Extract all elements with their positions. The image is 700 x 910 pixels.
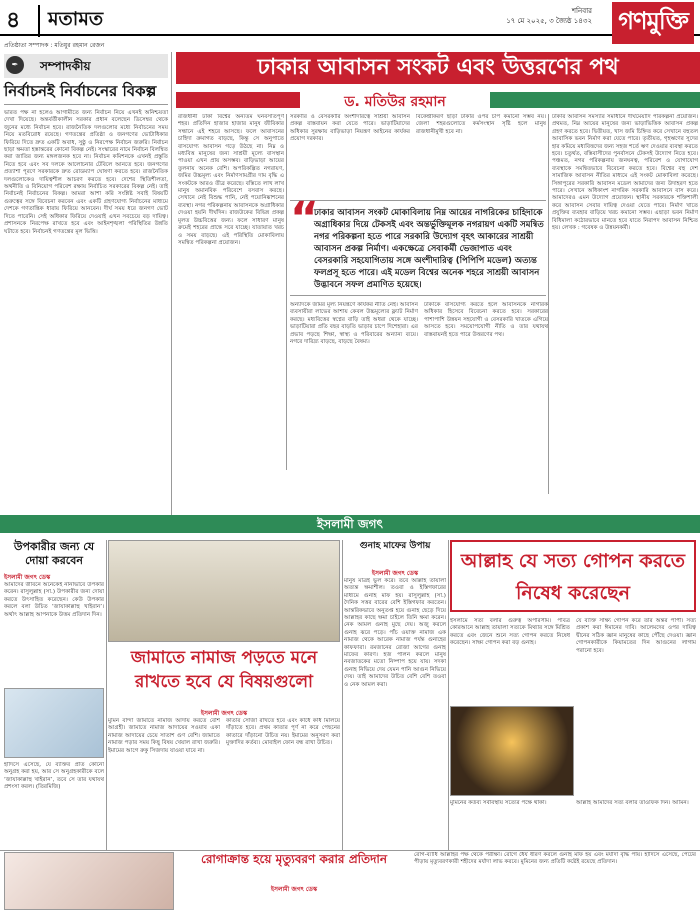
byline: ইসলামী জগৎ ডেস্ক <box>4 574 51 581</box>
article-title-gratitude: উপকারীর জন্য যে দোয়া করবেন <box>13 540 95 567</box>
editorial-tag-label: সম্পাদকীয় <box>40 59 91 73</box>
editor-line: প্রতিষ্ঠাতা সম্পাদক : মতিয়ুর রহমান রেজন <box>4 42 105 49</box>
article-body-congregation-2: কাতার সোজা রাখতে হবে এবং কাঁধে কাঁধ মিলিয়ে দাঁড়াতে হবে। প্রথম কাতার পূর্ণ না করে পেছনের কাতারে দাঁড়ানো উচিত নয়। ইমামের অনুসরণ করা মুক্তাদির কর্তব্য। মোবাইল ফোন বন্ধ রাখা উচিত। <box>226 718 340 747</box>
column-divider <box>342 540 343 850</box>
editorial-title: নির্বাচনই নির্বাচনের বিকল্প <box>4 82 168 105</box>
row-divider <box>0 850 700 851</box>
article-body-forgiveness: মানুষ মাত্রই ভুল করে। তবে আল্লাহ তায়ালা অত্যন্ত ক্ষমাশীল। তওবা ও ইস্তিগফারের মাধ্যমে গুনাহ মাফ হয়। রাসুলুল্লাহ (সা.) দৈনিক সত্তর বারের বেশি ইস্তিগফার করতেন। আন্তরিকভাবে অনুতপ্ত হয়ে গুনাহ ছেড়ে দিয়ে আল্লাহর কাছে ক্ষমা চাইলে তিনি ক্ষমা করেন। নেক আমল গুনাহ মুছে দেয়। অজু করলে গুনাহ ঝরে পড়ে। পাঁচ ওয়াক্ত নামাজ এক নামাজ থেকে আরেক নামাজ পর্যন্ত গুনাহের কাফফারা। রমজানের রোজা আগের গুনাহ মাফের কারণ। হজ পালন করলে মানুষ নবজাতকের মতো নিষ্পাপ হয়ে যায়। সদকা গুনাহ নিভিয়ে দেয় যেমন পানি আগুন নিভিয়ে দেয়। তাই আমাদের উচিত বেশি বেশি তওবা ও নেক আমল করা। <box>344 578 446 688</box>
congregation-prayer-image <box>108 540 340 642</box>
lead-column-3-continued: ঢাকাকে বাসযোগ্য করতে হলে আবাসনকে নাগরিক অধিকার হিসেবে বিবেচনা করতে হবে। সরকারের পাশাপাশি উন্নয়ন সহযোগী ও বেসরকারি খাতকে এগিয়ে আসতে হবে। সময়োপযোগী নীতি ও তার যথাযথ বাস্তবায়নই হতে পারে উত্তরণের পথ। <box>424 302 548 338</box>
article-body-congregation-1: মুমিন বান্দা জামাতে নামাজ আদায় করতে বেশি আগ্রহী। জামাতে নামাজ আদায়ের সওয়াব একা নামাজ আদায়ের চেয়ে সাতাশ গুণ বেশি। জামাতে নামাজ পড়ার সময় কিছু বিষয় খেয়াল রাখা জরুরি। ইমামের আগে রুকু সিজদায় যাওয়া যাবে না। <box>108 718 220 754</box>
article-body-truth-3: মুমিনের কর্তব্য সর্বাবস্থায় সত্যের পক্ষে থাকা। <box>450 800 547 806</box>
byline: ইসলামী জগৎ ডেস্ক <box>200 710 248 717</box>
date-text: ১৭ মে ২০২৫, ৩ জ্যৈষ্ঠ ১৪৩২ <box>506 17 592 25</box>
article-body-gratitude: আমাদের জীবনে অনেকেই নানাভাবে উপকার করেন। রাসুলুল্লাহ (সা.) উপকারীর জন্য দোয়া করতে উৎসাহিত করেছেন। কেউ উপকার করলে বলা উচিত ‘জাযাকাল্লাহু খাইরান’। অর্থাৎ আল্লাহ আপনাকে উত্তম প্রতিদান দিন। <box>4 582 104 618</box>
pull-quote <box>290 193 546 296</box>
religion-section-label: ইসলামী জগৎ <box>317 517 383 531</box>
lead-column-3: বিকেন্দ্রীকরণ ছাড়া ঢাকার ওপর চাপ কমানো সম্ভব নয়। জেলা শহরগুলোতে কর্মসংস্থান সৃষ্টি হলে মানুষ রাজধানীমুখী হবে না। <box>416 114 546 135</box>
article-title-illness: রোগাক্রান্ত হয়ে মৃত্যুবরণ করার প্রতিদান <box>200 852 388 866</box>
pen-icon: ✒ <box>6 56 24 74</box>
article-body-illness: রোগ-ব্যাধি আল্লাহর পক্ষ থেকে পরীক্ষা। রোগে ধৈর্য ধারণ করলে গুনাহ মাফ হয় এবং মর্যাদা বৃদ্ধি পায়। হাদিসে এসেছে, পেটের পীড়ায় মৃত্যুবরণকারী শহীদের মর্যাদা লাভ করবে। মুমিনের জন্য প্রতিটি কষ্টেই রয়েছে প্রতিদান। <box>414 852 696 866</box>
article-title-truth: আল্লাহ যে সত্য গোপন করতে নিষেধ করেছেন <box>450 540 696 612</box>
column-divider <box>106 540 107 850</box>
article-title-congregation: জামাতে নামাজ পড়তে মনে রাখতে হবে যে বিষয়গুলো <box>130 648 318 692</box>
page-header <box>0 0 700 36</box>
editorial-column <box>0 52 172 515</box>
lead-headline: ঢাকার আবাসন সংকট এবং উত্তরণের পথ <box>176 52 700 84</box>
lead-author: ড. মতিউর রহমান <box>344 94 446 110</box>
editorial-body: ভারত পক্ষ না হলেও আগামীতে জন্য নির্বাচন নিয়ে এখনই অনিশ্চয়তা দেখা দিয়েছে। অন্তর্বর্তীকালীন সরকার প্রধান বলেছেন ডিসেম্বর থেকে জুনের মধ্যে নির্বাচন হবে। রাজনৈতিক দলগুলোর মধ্যে নির্বাচনের সময় নিয়ে মতবিরোধ রয়েছে। গণতন্ত্রের প্রতিষ্ঠা ও জনগণের ভোটাধিকার ফিরিয়ে দিতে দ্রুত একটি অবাধ, সুষ্ঠু ও নিরপেক্ষ নির্বাচন জরুরি। নির্বাচন ছাড়া ক্ষমতা হস্তান্তরের কোনো বিকল্প নেই। সংস্কারের নামে নির্বাচন বিলম্বিত করা জাতির জন্য মঙ্গলজনক হবে না। নির্বাচন কমিশনকে এখনই প্রস্তুতি নিতে হবে এবং সব দলকে আলোচনার টেবিলে আনতে হবে। জনগণের প্রত্যাশা পূরণে সরকারকে দ্রুত রোডম্যাপ ঘোষণা করতে হবে। রাজনৈতিক দলগুলোকেও দায়িত্বশীল আচরণ করতে হবে। দেশের স্থিতিশীলতা, অর্থনীতি ও বিনিয়োগ পরিবেশ রক্ষায় নির্বাচিত সরকারের বিকল্প নেই। তাই নির্বাচনই নির্বাচনের বিকল্প। আমরা আশা করি সংশ্লিষ্ট সবাই বিষয়টি গুরুত্বের সঙ্গে বিবেচনা করবেন এবং একটি গ্রহণযোগ্য নির্বাচনের মাধ্যমে দেশকে গণতান্ত্রিক ধারায় ফিরিয়ে আনবেন। দীর্ঘ সময় ধরে জনগণ ভোট দিতে পারেনি। সেই অধিকার ফিরিয়ে দেওয়াই এখন সবচেয়ে বড় দায়িত্ব। প্রশাসনকে নিরপেক্ষ রাখতে হবে এবং আইনশৃঙ্খলা পরিস্থিতির উন্নতি ঘটাতে হবে। নির্বাচনই গণতন্ত্রের মূল ভিত্তি। <box>4 110 168 235</box>
date-block <box>506 6 592 26</box>
byline: ইসলামী জগৎ ডেস্ক <box>270 886 318 893</box>
editorial-tag <box>4 54 168 78</box>
decor-band-left <box>176 92 300 108</box>
weekday: শনিবার <box>571 7 592 15</box>
article-body-truth-4: আল্লাহ আমাদের সত্য বলার তাওফিক দিন। আমিন। <box>576 800 689 806</box>
lead-column-4: ঢাকার আবাসন সমস্যার সমাধানে দীর্ঘমেয়াদি পরিকল্পনা প্রয়োজন। প্রথমত, নিম্ন আয়ের মানুষের জন্য ভাড়াভিত্তিক আবাসন প্রকল্প গ্রহণ করতে হবে। দ্বিতীয়ত, খাস জমি চিহ্নিত করে সেখানে বহুতল আবাসিক ভবন নির্মাণ করা যেতে পারে। তৃতীয়ত, গৃহঋণের সুদের হার কমিয়ে মধ্যবিত্তদের জন্য সহজ শর্তে ঋণ দেওয়ার ব্যবস্থা করতে হবে। চতুর্থত, বস্তিবাসীদের পুনর্বাসনে টেকসই উদ্যোগ নিতে হবে। পঞ্চমত, নগর পরিকল্পনায় জনঘনত্ব, পরিবেশ ও যোগাযোগ ব্যবস্থাকে সমন্বিতভাবে বিবেচনা করতে হবে। বিশ্বের বহু দেশ সামাজিক আবাসন নীতির মাধ্যমে এই সংকট মোকাবিলা করেছে। সিঙ্গাপুরের সরকারি আবাসন মডেল আমাদের জন্য উদাহরণ হতে পারে। সেখানে অধিকাংশ নাগরিক সরকারি আবাসনে বাস করে। আমাদেরও এমন উদ্যোগ প্রয়োজন। স্থানীয় সরকারকে শক্তিশালী করে আবাসন সেবার দায়িত্ব দেওয়া যেতে পারে। নির্মাণ খাতে প্রযুক্তির ব্যবহার বাড়িয়ে খরচ কমানো সম্ভব। এছাড়া ভবন নির্মাণ বিধিমালা কঠোরভাবে মানতে হবে যাতে নিরাপদ আবাসন নিশ্চিত হয়। লেখক : গবেষক ও উন্নয়নকর্মী। <box>552 114 698 232</box>
article-body-gratitude-continued: হাদিসে এসেছে, যে ব্যক্তির প্রতি কোনো অনুগ্রহ করা হয়, আর সে অনুগ্রহকারীকে বলে ‘জাযাকাল্লাহু খাইরান’, তবে সে তার যথাযথ প্রশংসা করল। (তিরমিজি) <box>4 762 104 791</box>
lead-column-2-continued: অন্যদিকে জমির মূল্য নিয়ন্ত্রণে কার্যকর নীতি নেই। আবাসন ব্যবসায়ীরা লাভের আশায় কেবল উচ্চমূল্যের ফ্ল্যাট নির্মাণ করছে। মধ্যবিত্তের স্বপ্নের বাড়ি তাই অধরা থেকে যাচ্ছে। ভাড়াটিয়ারা প্রতি বছর বাড়তি ভাড়ার চাপে দিশেহারা। এর প্রভাব পড়ছে শিক্ষা, স্বাস্থ্য ও পরিবারের অন্যান্য ব্যয়ে। নগরে দারিদ্র্য বাড়ছে, বাড়ছে বৈষম্য। <box>290 302 418 346</box>
patient-hands-image <box>4 852 174 910</box>
column-divider <box>448 540 449 850</box>
lead-column-2: সরকারি ও বেসরকারি অংশীদারত্বে সাশ্রয়ী আবাসন প্রকল্প বাস্তবায়ন করা যেতে পারে। ভাড়াটিয়াদের অধিকার সুরক্ষায় বাড়িভাড়া নিয়ন্ত্রণ আইনের কার্যকর প্রয়োগ দরকার। <box>290 114 410 143</box>
article-body-truth-1: ইসলামে সত্য বলার গুরুত্ব অপরিসীম। পবিত্র কোরআনে আল্লাহ তায়ালা সত্যকে মিথ্যার সঙ্গে মিশ্রিত করতে এবং জেনে শুনে সত্য গোপন করতে নিষেধ করেছেন। সাক্ষ্য গোপন করা বড় গুনাহ। <box>450 618 570 647</box>
article-title-forgiveness: গুনাহ মাফের উপায় <box>359 541 431 551</box>
section-name: মতামত <box>38 5 103 37</box>
prayer-hands-image <box>4 688 104 758</box>
pull-quote-text: ঢাকার আবাসন সংকট মোকাবিলায় নিম্ন আয়ের নাগরিকের চাহিদাকে অগ্রাধিকার দিয়ে টেকসই এবং অন্তর্ভুক্তিমূলক নগরায়ণ একটি সমন্বিত নগর পরিকল্পনা হতে পারে সরকারি উদ্যোগ বৃহৎ আকারের সাশ্রয়ী আবাসন প্রকল্প নির্মাণ। একক্ষেত্রে সেবাকর্মী ভেজাপাত এবং বেসরকারি সহযোগিতায় সঙ্গে অংশীদারিত্ব (পিপিপি মডেল) অত্যন্ত ফলপ্রসূ হতে পারে। এই মডেল বিশ্বের অনেক শহরে সাশ্রয়ী আবাসন উদ্ভাবনে সফল প্রমাণিত হয়েছে। <box>314 208 544 290</box>
page-number: ৪ <box>6 8 21 33</box>
column-divider <box>286 114 287 470</box>
newspaper-logo: গণমুক্তি <box>612 2 694 44</box>
column-divider <box>548 114 549 494</box>
quote-icon: “ <box>290 193 319 244</box>
article-body-truth-2: যে ব্যক্তি সাক্ষ্য গোপন করে তার অন্তর পাপী। সত্য প্রকাশ করা ঈমানের দাবি। আলেমদের ওপর দায়িত্ব দ্বীনের সঠিক জ্ঞান মানুষের কাছে পৌঁছে দেওয়া। জ্ঞান গোপনকারীকে কিয়ামতের দিন আগুনের লাগাম পরানো হবে। <box>576 618 696 654</box>
lead-column-1: রাজধানী ঢাকা বিশ্বের অন্যতম ঘনবসতিপূর্ণ শহর। প্রতিদিন হাজার হাজার মানুষ জীবিকার সন্ধানে এই শহরে আসছে। ফলে আবাসনের চাহিদা ক্রমাগত বাড়ছে, কিন্তু সে অনুপাতে বাসযোগ্য আবাসন গড়ে উঠছে না। নিম্ন ও মধ্যবিত্ত মানুষের জন্য সাশ্রয়ী মূল্যে বাসস্থান পাওয়া এখন প্রায় অসম্ভব। বাড়িভাড়া আয়ের তুলনায় অনেক বেশি। অপরিকল্পিত নগরায়ণ, জমির উচ্চমূল্য এবং নির্মাণসামগ্রীর দাম বৃদ্ধি এ সংকটকে আরও তীব্র করেছে। বস্তিতে লাখ লাখ মানুষ অমানবিক পরিবেশে বসবাস করছে। সেখানে নেই বিশুদ্ধ পানি, নেই পয়োনিষ্কাশনের ব্যবস্থা। নগর পরিকল্পনায় আবাসনকে অগ্রাধিকার দেওয়া হয়নি দীর্ঘদিন। রাজউকের বিভিন্ন প্রকল্প মূলত উচ্চবিত্তের জন্য। ফলে সাধারণ মানুষ ক্রমেই শহরের প্রান্তে সরে যাচ্ছে। যাতায়াত খরচ ও সময় বাড়ছে। এই পরিস্থিতি মোকাবিলায় সমন্বিত পরিকল্পনা প্রয়োজন। <box>178 114 284 246</box>
decor-band-right <box>490 92 700 108</box>
quran-candle-image <box>450 706 574 796</box>
byline: ইসলামী জগৎ ডেস্ক <box>371 570 419 577</box>
